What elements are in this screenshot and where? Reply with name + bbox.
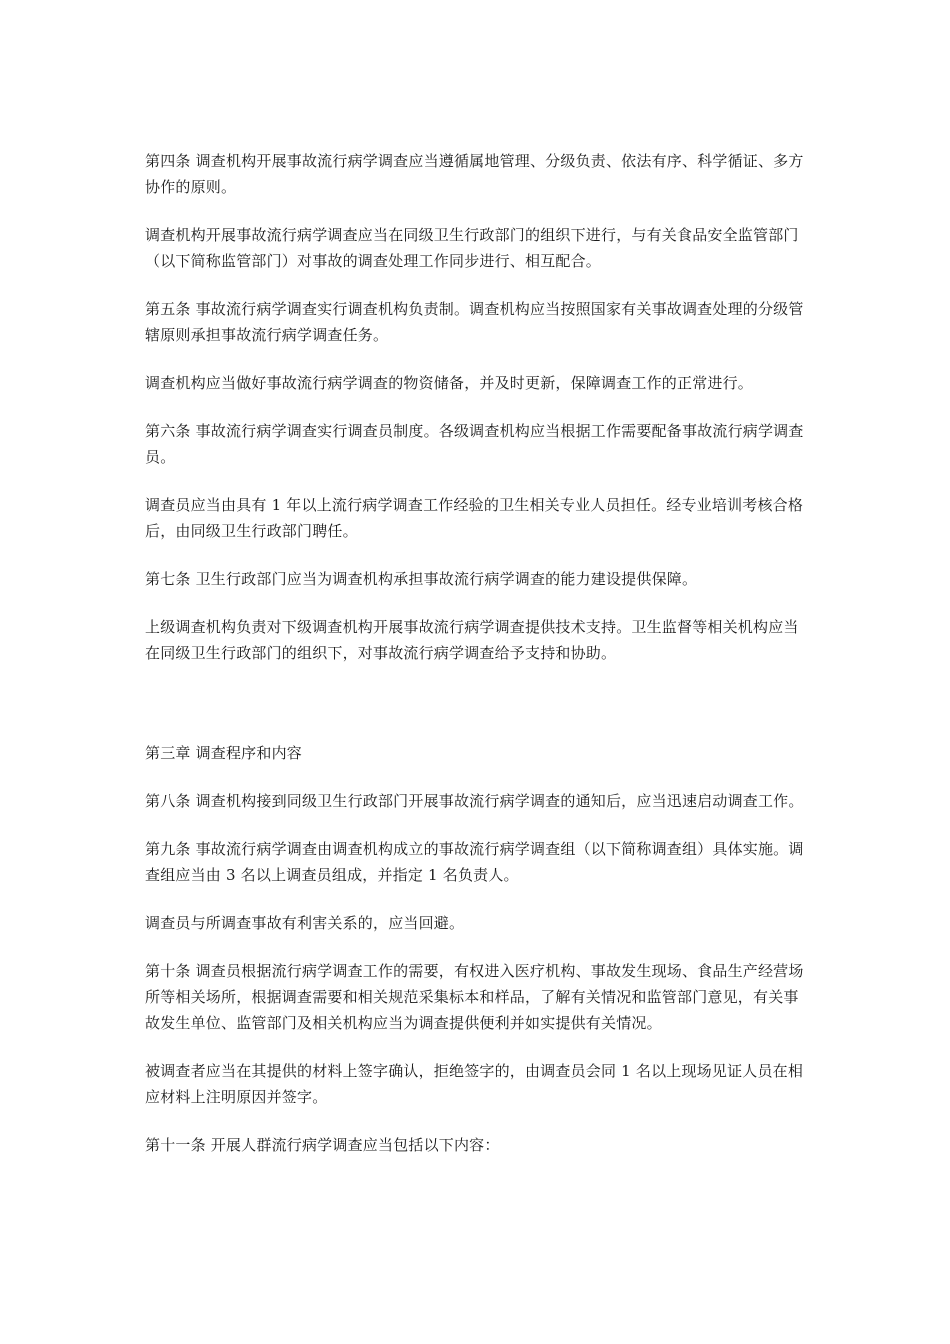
article-9-body-paragraph: 调查员与所调查事故有利害关系的，应当回避。 (145, 914, 465, 932)
document-body (145, 148, 810, 1158)
article-5-paragraph: 第五条 事故流行病学调查实行调查机构负责制。调查机构应当按照国家有关事故调查处理的分级管辖原则承担事故流行病学调查任务。 (145, 300, 804, 344)
article-10-body-paragraph: 被调查者应当在其提供的材料上签字确认，拒绝签字的，由调查员会同 1 名以上现场见证人员在相应材料上注明原因并签字。 (145, 1062, 804, 1106)
article-6-body-paragraph: 调查员应当由具有 1 年以上流行病学调查工作经验的卫生相关专业人员担任。经专业培训考核合格后，由同级卫生行政部门聘任。 (145, 496, 804, 540)
article-4-paragraph: 第四条 调查机构开展事故流行病学调查应当遵循属地管理、分级负责、依法有序、科学循证、多方协作的原则。 (145, 152, 804, 196)
article-9-paragraph: 第九条 事故流行病学调查由调查机构成立的事故流行病学调查组（以下简称调查组）具体实施。调查组应当由 3 名以上调查员组成，并指定 1 名负责人。 (145, 840, 804, 884)
chapter-3-heading: 第三章 调查程序和内容 (145, 744, 302, 762)
article-8-paragraph: 第八条 调查机构接到同级卫生行政部门开展事故流行病学调查的通知后，应当迅速启动调查工作。 (145, 792, 804, 810)
article-7-body-paragraph: 上级调查机构负责对下级调查机构开展事故流行病学调查提供技术支持。卫生监督等相关机构应当在同级卫生行政部门的组织下，对事故流行病学调查给予支持和协助。 (145, 618, 799, 662)
article-4-body-paragraph: 调查机构开展事故流行病学调查应当在同级卫生行政部门的组织下进行，与有关食品安全监管部门（以下简称监管部门）对事故的调查处理工作同步进行、相互配合。 (145, 226, 799, 270)
article-6-paragraph: 第六条 事故流行病学调查实行调查员制度。各级调查机构应当根据工作需要配备事故流行病学调查员。 (145, 422, 804, 466)
article-5-body-paragraph: 调查机构应当做好事故流行病学调查的物资储备，并及时更新，保障调查工作的正常进行。 (145, 374, 754, 392)
article-7-paragraph: 第七条 卫生行政部门应当为调查机构承担事故流行病学调查的能力建设提供保障。 (145, 570, 698, 588)
article-10-paragraph: 第十条 调查员根据流行病学调查工作的需要，有权进入医疗机构、事故发生现场、食品生产经营场所等相关场所，根据调查需要和相关规范采集标本和样品，了解有关情况和监管部门意见，有关事故发生单位、监管部门及相关机构应当为调查提供便利并如实提供有关情况。 (145, 962, 804, 1032)
article-11-paragraph: 第十一条 开展人群流行病学调查应当包括以下内容： (145, 1136, 500, 1154)
